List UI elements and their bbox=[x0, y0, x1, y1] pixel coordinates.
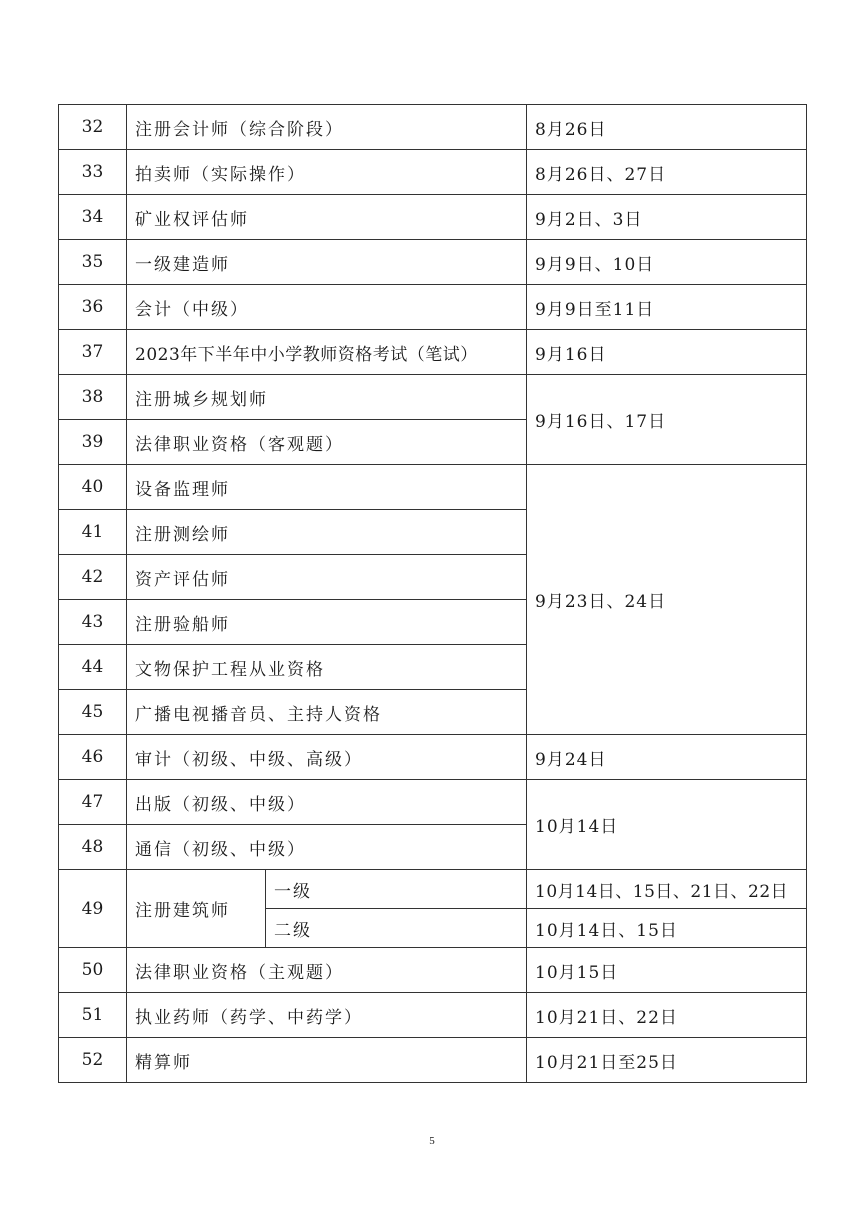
exam-date: 10月21日、22日 bbox=[527, 993, 807, 1038]
exam-date: 10月14日 bbox=[527, 780, 807, 870]
exam-level: 一级 bbox=[266, 870, 527, 909]
row-number: 41 bbox=[59, 510, 127, 555]
exam-name: 资产评估师 bbox=[127, 555, 527, 600]
row-number: 38 bbox=[59, 375, 127, 420]
page-number: 5 bbox=[429, 1135, 435, 1147]
table-row bbox=[59, 285, 807, 330]
row-number: 34 bbox=[59, 195, 127, 240]
exam-date: 9月16日、17日 bbox=[527, 375, 807, 465]
exam-name: 注册城乡规划师 bbox=[127, 375, 527, 420]
table-row bbox=[59, 1038, 807, 1083]
exam-name: 文物保护工程从业资格 bbox=[127, 645, 527, 690]
exam-name: 注册验船师 bbox=[127, 600, 527, 645]
row-number: 50 bbox=[59, 948, 127, 993]
exam-name: 出版（初级、中级） bbox=[127, 780, 527, 825]
exam-date: 9月9日至11日 bbox=[527, 285, 807, 330]
row-number: 44 bbox=[59, 645, 127, 690]
exam-name: 注册建筑师 bbox=[127, 870, 266, 948]
exam-date: 9月9日、10日 bbox=[527, 240, 807, 285]
exam-date: 9月2日、3日 bbox=[527, 195, 807, 240]
exam-date: 9月16日 bbox=[527, 330, 807, 375]
exam-name: 精算师 bbox=[127, 1038, 527, 1083]
row-number: 42 bbox=[59, 555, 127, 600]
table-row bbox=[59, 195, 807, 240]
row-number: 35 bbox=[59, 240, 127, 285]
exam-name: 法律职业资格（主观题） bbox=[127, 948, 527, 993]
exam-name: 矿业权评估师 bbox=[127, 195, 527, 240]
row-number: 51 bbox=[59, 993, 127, 1038]
exam-date: 9月23日、24日 bbox=[527, 465, 807, 735]
row-number: 49 bbox=[59, 870, 127, 948]
row-number: 52 bbox=[59, 1038, 127, 1083]
row-number: 45 bbox=[59, 690, 127, 735]
exam-name: 会计（中级） bbox=[127, 285, 527, 330]
exam-name: 法律职业资格（客观题） bbox=[127, 420, 527, 465]
row-number: 46 bbox=[59, 735, 127, 780]
exam-name: 广播电视播音员、主持人资格 bbox=[127, 690, 527, 735]
table-row bbox=[59, 375, 807, 420]
exam-date: 10月14日、15日 bbox=[527, 909, 807, 948]
row-number: 32 bbox=[59, 105, 127, 150]
exam-name: 拍卖师（实际操作） bbox=[127, 150, 527, 195]
exam-name: 设备监理师 bbox=[127, 465, 527, 510]
exam-schedule-table bbox=[58, 104, 807, 1083]
exam-date: 10月15日 bbox=[527, 948, 807, 993]
row-number: 33 bbox=[59, 150, 127, 195]
table-row bbox=[59, 150, 807, 195]
table-row bbox=[59, 948, 807, 993]
exam-name: 审计（初级、中级、高级） bbox=[127, 735, 527, 780]
table-row bbox=[59, 780, 807, 825]
table-row bbox=[59, 993, 807, 1038]
row-number: 43 bbox=[59, 600, 127, 645]
table-row bbox=[59, 870, 807, 909]
row-number: 47 bbox=[59, 780, 127, 825]
table-row bbox=[59, 240, 807, 285]
exam-name: 执业药师（药学、中药学） bbox=[127, 993, 527, 1038]
exam-name: 注册测绘师 bbox=[127, 510, 527, 555]
table-row bbox=[59, 105, 807, 150]
table-row bbox=[59, 735, 807, 780]
exam-name: 注册会计师（综合阶段） bbox=[127, 105, 527, 150]
exam-level: 二级 bbox=[266, 909, 527, 948]
exam-date: 9月24日 bbox=[527, 735, 807, 780]
exam-name: 通信（初级、中级） bbox=[127, 825, 527, 870]
row-number: 37 bbox=[59, 330, 127, 375]
exam-date: 10月14日、15日、21日、22日 bbox=[527, 870, 807, 909]
table-row bbox=[59, 330, 807, 375]
row-number: 40 bbox=[59, 465, 127, 510]
row-number: 48 bbox=[59, 825, 127, 870]
row-number: 39 bbox=[59, 420, 127, 465]
row-number: 36 bbox=[59, 285, 127, 330]
exam-date: 8月26日 bbox=[527, 105, 807, 150]
exam-name: 2023年下半年中小学教师资格考试（笔试） bbox=[127, 330, 527, 375]
exam-date: 10月21日至25日 bbox=[527, 1038, 807, 1083]
exam-date: 8月26日、27日 bbox=[527, 150, 807, 195]
exam-name: 一级建造师 bbox=[127, 240, 527, 285]
table-row bbox=[59, 465, 807, 510]
